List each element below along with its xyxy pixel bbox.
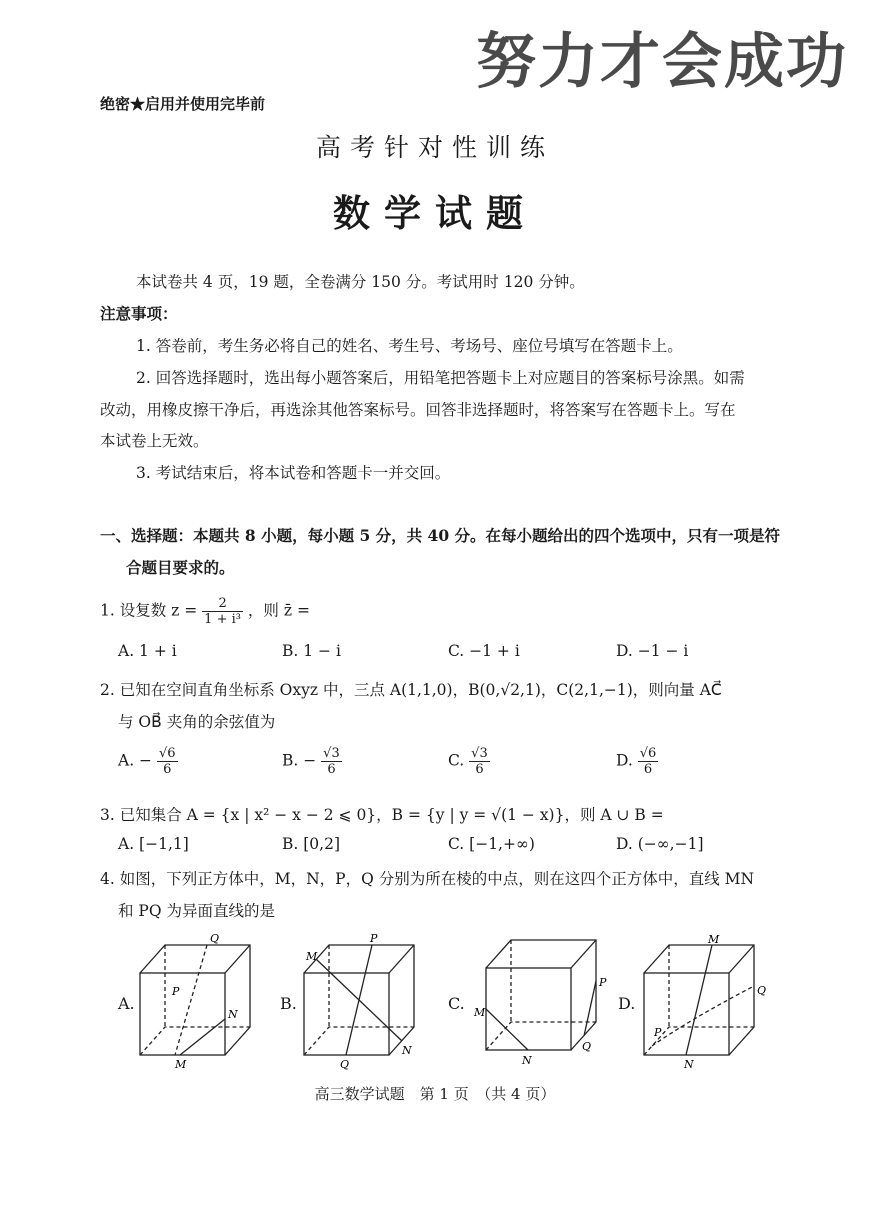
q2-option-b-label: B. − (282, 751, 317, 770)
cube-c-label: C. (448, 994, 465, 1013)
cube-b-point-m: M (306, 950, 318, 963)
q2-option-a (118, 746, 178, 777)
section-1-heading-cont: 合题目要求的。 (126, 558, 235, 577)
q3-option-b: B. [0,2] (282, 835, 340, 853)
page-footer: 高三数学试题 第 1 页 （共 4 页） (314, 1085, 556, 1103)
q1-fraction-numerator: 2 (202, 596, 243, 612)
q1-option-c: C. −1 + i (448, 642, 520, 660)
q2-option-d-fraction (638, 746, 659, 777)
cube-a-point-q: Q (210, 932, 220, 945)
cube-c-point-q: Q (582, 1040, 592, 1053)
notice-item-3: 3. 考试结束后，将本试卷和答题卡一并交回。 (136, 464, 451, 482)
q2-option-a-fraction (157, 746, 178, 777)
section-1-heading: 一、选择题：本题共 8 小题，每小题 5 分，共 40 分。在每小题给出的四个选项中，只有一项是符 (100, 526, 781, 545)
notice-item-2-line-1: 2. 回答选择题时，选出每小题答案后，用铅笔把答题卡上对应题目的答案标号涂黑。如需 (136, 369, 745, 387)
intro-text: 本试卷共 4 页，19 题，全卷满分 150 分。考试用时 120 分钟。 (136, 273, 585, 291)
cube-a-point-p: P (172, 985, 180, 998)
q2-option-c-num: √3 (471, 746, 488, 761)
cube-c-point-p: P (599, 976, 607, 989)
cube-d-point-p: P (654, 1026, 662, 1039)
cube-b-figure (294, 928, 424, 1073)
cube-b-point-n: N (402, 1044, 412, 1057)
cube-b-point-q: Q (340, 1058, 350, 1071)
question-2-stem-line-2: 与 OB⃗ 夹角的余弦值为 (118, 713, 276, 731)
cube-c-point-m: M (474, 1006, 486, 1019)
q2-option-b-fraction (321, 746, 342, 777)
exam-subtitle: 高考针对性训练 (315, 133, 554, 162)
q2-option-d-label: D. (616, 751, 633, 770)
cube-a-point-n: N (228, 1008, 238, 1021)
q1-fraction (202, 596, 243, 627)
q2-option-c-label: C. (448, 751, 465, 770)
cube-c-figure (476, 928, 611, 1073)
notice-item-2-line-2: 改动，用橡皮擦干净后，再选涂其他答案标号。回答非选择题时，将答案写在答题卡上。写在 (100, 401, 736, 419)
q2-option-a-den: 6 (163, 762, 172, 777)
cube-d-point-m: M (708, 933, 720, 946)
cube-d-label: D. (618, 994, 636, 1013)
cube-a-point-m: M (175, 1058, 187, 1071)
cube-a-label: A. (118, 994, 135, 1013)
q2-option-c-fraction (469, 746, 490, 777)
q2-option-a-label: A. − (118, 751, 153, 770)
q1-option-b: B. 1 − i (282, 642, 341, 660)
q1-fraction-denominator: 1 + i³ (204, 612, 241, 627)
q1-option-a: A. 1 + i (118, 642, 177, 660)
cube-a-figure (130, 928, 260, 1073)
notice-heading: 注意事项： (100, 304, 178, 323)
q2-option-d-num: √6 (639, 746, 657, 761)
q2-option-d-den: 6 (643, 762, 653, 777)
cube-c-point-n: N (522, 1054, 532, 1067)
question-2-stem-line-1: 2. 已知在空间直角坐标系 Oxyz 中，三点 A(1,1,0)，B(0,√2,1)，C(2,1,−1)，则向量 AC⃗ (100, 681, 722, 699)
q2-option-b-den: 6 (327, 762, 336, 777)
question-4-stem-line-2: 和 PQ 为异面直线的是 (118, 902, 275, 920)
cube-b-label: B. (280, 994, 297, 1013)
q1-option-d: D. −1 − i (616, 642, 689, 660)
cube-d-point-n: N (684, 1058, 694, 1071)
q2-option-b-num: √3 (323, 746, 340, 761)
q2-option-c-den: 6 (475, 762, 484, 777)
q2-option-a-num: √6 (158, 746, 176, 761)
q1-stem-prefix: 1. 设复数 z = (100, 601, 198, 620)
exam-title: 数学试题 (333, 191, 537, 235)
confidential-label: 绝密★启用并使用完毕前 (100, 95, 266, 113)
question-4-stem-line-1: 4. 如图，下列正方体中，M，N，P，Q 分别为所在棱的中点，则在这四个正方体中，直线 MN (100, 870, 755, 888)
question-1-stem (100, 596, 310, 627)
q2-option-c (448, 746, 490, 777)
q3-option-c: C. [−1,+∞) (448, 835, 535, 853)
cube-d-figure (634, 928, 769, 1073)
watermark-text: 努力才会成功 (476, 27, 848, 97)
q2-option-d (616, 746, 658, 777)
q3-option-a: A. [−1,1] (118, 835, 189, 853)
cube-d-point-q: Q (757, 984, 767, 997)
question-3-stem: 3. 已知集合 A = {x | x² − x − 2 ⩽ 0}，B = {y | y = √(1 − x)}，则 A ∪ B = (100, 806, 664, 824)
q3-option-d: D. (−∞,−1] (616, 835, 704, 853)
cube-b-point-p: P (370, 932, 378, 945)
q1-stem-suffix: ，则 z̄ = (247, 601, 310, 620)
notice-item-1: 1. 答卷前，考生务必将自己的姓名、考生号、考场号、座位号填写在答题卡上。 (136, 337, 683, 355)
q2-option-b (282, 746, 342, 777)
notice-item-2-line-3: 本试卷上无效。 (100, 432, 209, 450)
